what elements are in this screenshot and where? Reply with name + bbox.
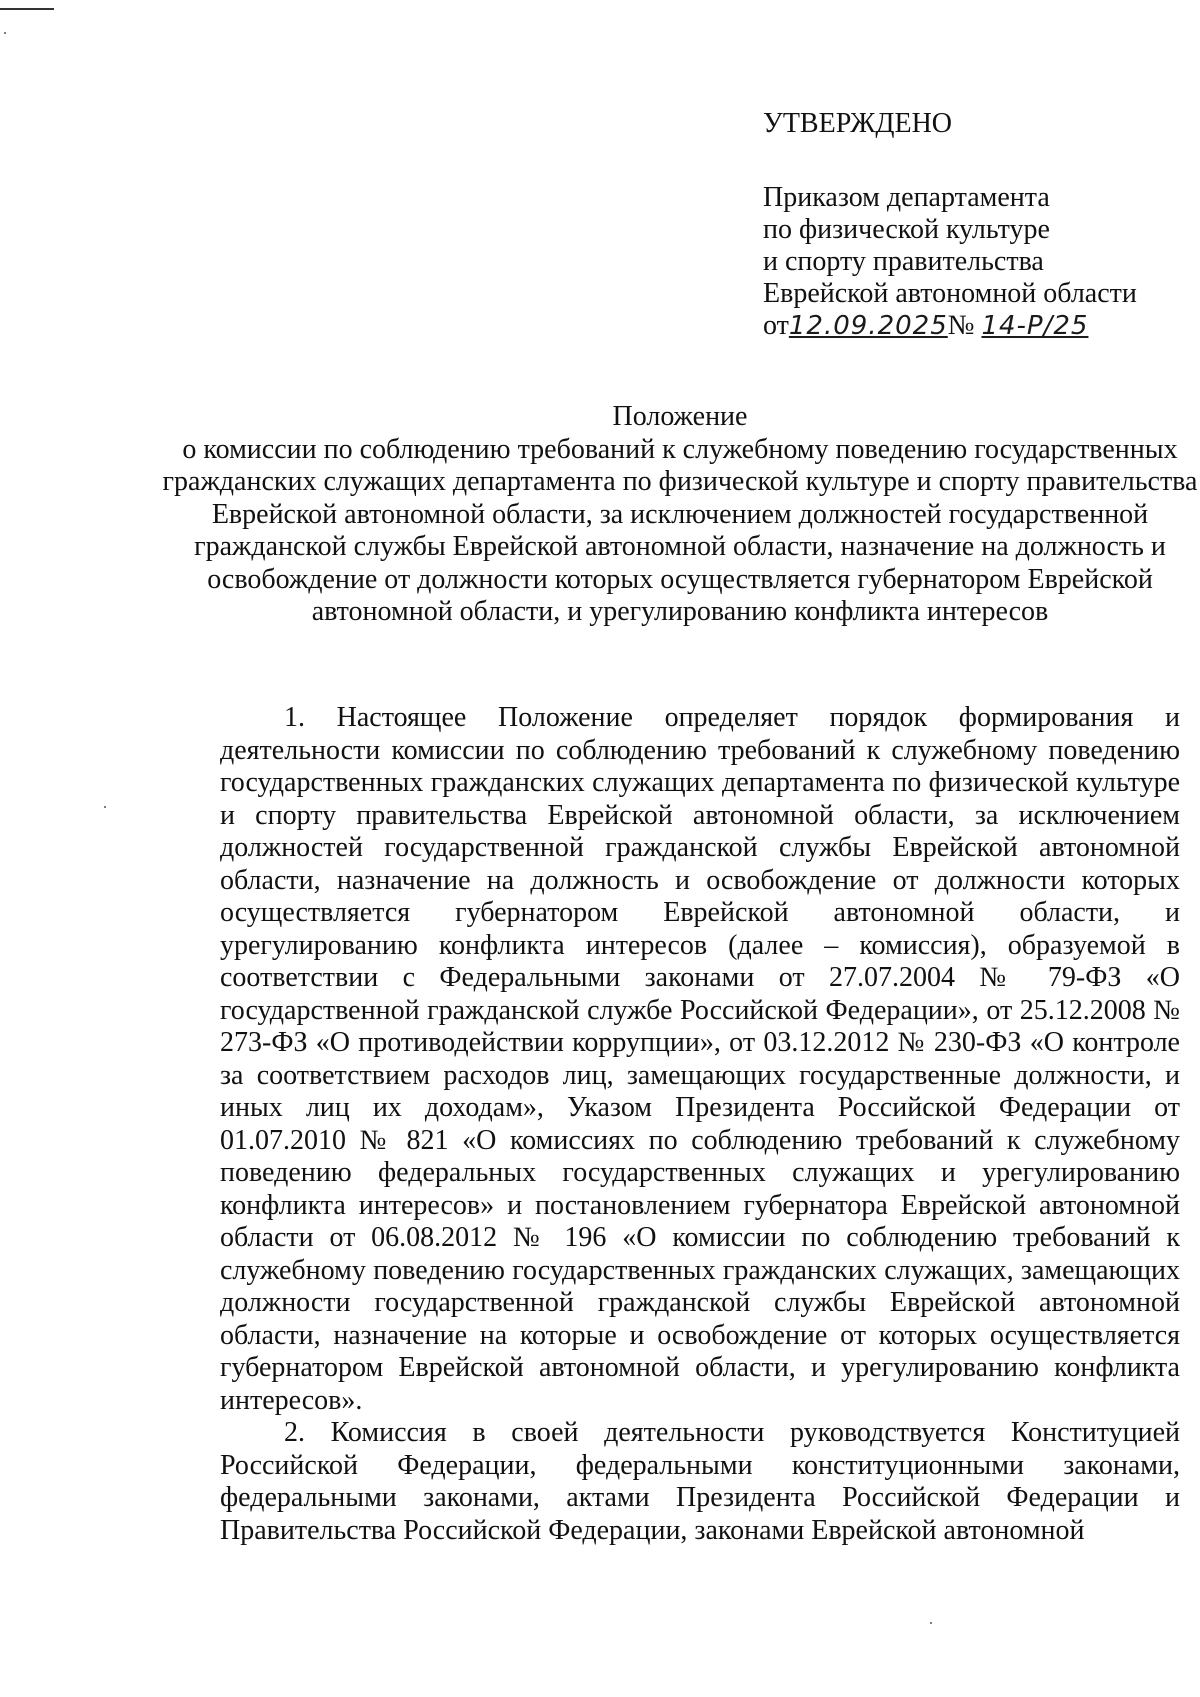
approval-stamp: УТВЕРЖДЕНО xyxy=(763,108,953,139)
scan-artifact xyxy=(4,32,6,34)
paragraph: 1. Настоящее Положение определяет порядок формирования и деятельности комиссии по соблюдению требований к служебному поведению государственных гражданских служащих департамента по физической культуре и спорту правительства Еврейской автономной области, за исключением должностей государственной гражданской службы Еврейской автономной области, назначение на должность и освобождение от должности которых осуществляется губернатором Еврейской автономной области, и урегулированию конфликта интересов (далее – комиссия), образуемой в соответствии с Федеральными законами от 27.07.2004 № 79-ФЗ «О государственной гражданской службе Российской Федерации», от 25.12.2008 № 273-ФЗ «О противодействии коррупции», от 03.12.2012 № 230-ФЗ «О контроле за соответствием расходов лиц, замещающих государственные должности, и иных лиц их доходам», Указом Президента Российской Федерации от 01.07.2010 № 821 «О комиссиях по соблюдению требований к служебному поведению федеральных государственных служащих и урегулированию конфликта интересов» и постановлением губернатора Еврейской автономной области от 06.08.2012 № 196 «О комиссии по соблюдению требований к служебному поведению государственных гражданских служащих, замещающих должности государственной гражданской службы Еврейской автономной области, назначение на которые и освобождение от которых осуществляется губернатором Еврейской автономной области, и урегулированию конфликта интересов». xyxy=(220,702,1180,1416)
number-sign: № xyxy=(947,310,975,341)
scan-artifact xyxy=(930,1622,932,1624)
date-prefix: от xyxy=(763,310,789,341)
document-subtitle: о комиссии по соблюдению требований к служебному поведению государственных гражданских служащих департамента по физической культуре и спорту правительства Еврейской автономной области, за исключением должностей государственной гражданской службы Еврейской автономной области, назначение на должность и освобождение от должности которых осуществляется губернатором Еврейской автономной области, и урегулированию конфликта интересов xyxy=(162,433,1198,627)
approval-line: и спорту правительства xyxy=(763,246,1044,277)
approval-line: Приказом департамента xyxy=(763,182,1050,213)
scan-artifact xyxy=(104,806,106,808)
paragraph: 2. Комиссия в своей деятельности руководствуется Конституцией Российской Федерации, федеральными конституционными законами, федеральными законами, актами Президента Российской Федерации и Правительства Российской Федерации, законами Еврейской автономной xyxy=(220,1417,1180,1546)
handwritten-number: 14-Р/25 xyxy=(981,311,1089,341)
document-body xyxy=(220,702,1180,1547)
document-title xyxy=(160,401,1200,629)
approval-block xyxy=(763,108,1183,342)
approval-reference xyxy=(763,310,1183,342)
approval-line: Еврейской автономной области xyxy=(763,278,1137,309)
document-heading: Положение xyxy=(612,401,748,432)
scan-artifact xyxy=(0,8,54,10)
handwritten-date: 12.09.2025 xyxy=(788,311,948,341)
approval-line: по физической культуре xyxy=(763,214,1050,245)
